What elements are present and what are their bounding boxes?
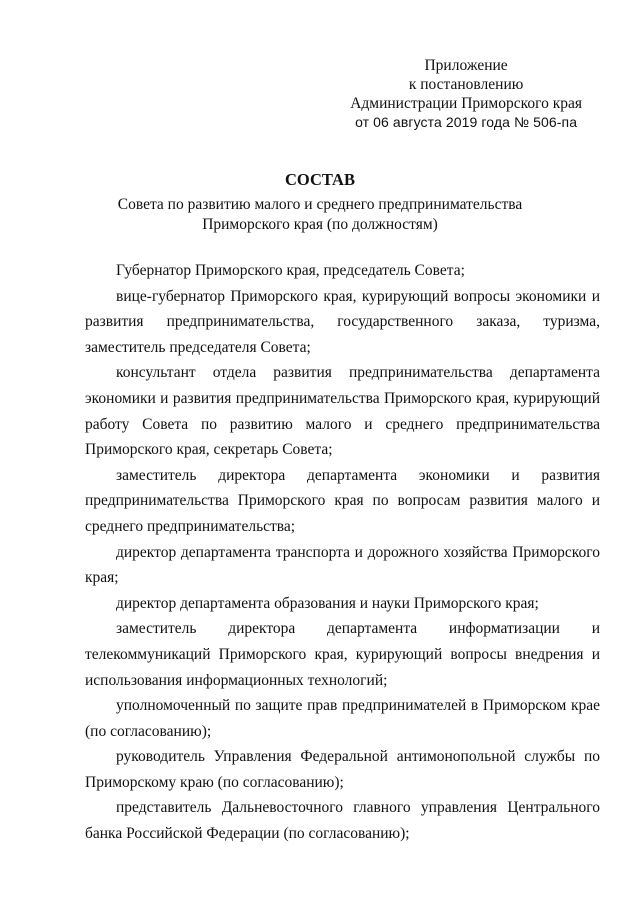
- document-subtitle: [0, 195, 640, 235]
- subtitle-line-1: Совета по развитию малого и среднего предпринимательства: [117, 196, 523, 213]
- members-list: [85, 258, 600, 847]
- list-item: заместитель директора департамента информатизации и телекоммуникаций Приморского края, курирующий вопросы внедрения и использования информационных технологий;: [85, 620, 600, 689]
- list-item: директор департамента образования и науки Приморского края;: [116, 594, 539, 612]
- appendix-line-1: Приложение: [424, 57, 508, 74]
- list-item: представитель Дальневосточного главного управления Центрального банка Российской Федерации (по согласованию);: [85, 799, 600, 843]
- document-title: СОСТАВ: [285, 170, 355, 189]
- appendix-header: [350, 56, 582, 132]
- list-item: директор департамента транспорта и дорожного хозяйства Приморского края;: [85, 543, 600, 587]
- list-item: уполномоченный по защите прав предпринимателей в Приморском крае (по согласованию);: [85, 697, 600, 740]
- appendix-line-3: Администрации Приморского края: [350, 95, 582, 112]
- list-item: руководитель Управления Федеральной антимонопольной службы по Приморскому краю (по согласованию);: [85, 748, 600, 791]
- appendix-line-4: от 06 августа 2019 года № 506-па: [355, 114, 578, 130]
- subtitle-line-2: Приморского края (по должностям): [202, 216, 438, 233]
- appendix-line-2: к постановлению: [408, 76, 524, 93]
- list-item: консультант отдела развития предпринимательства департамента экономики и развития предпринимательства Приморского края, курирующий работу Совета по развитию малого и среднего предпринимательства Приморского края, секретарь Совета;: [85, 364, 600, 459]
- list-item: заместитель директора департамента экономики и развития предпринимательства Приморского края по вопросам развития малого и среднего предпринимательства;: [85, 466, 600, 535]
- list-item: вице-губернатор Приморского края, курирующий вопросы экономики и развития предпринимательства, государственного заказа, туризма, заместитель председателя Совета;: [85, 287, 600, 356]
- list-item: Губернатор Приморского края, председатель Совета;: [116, 262, 465, 279]
